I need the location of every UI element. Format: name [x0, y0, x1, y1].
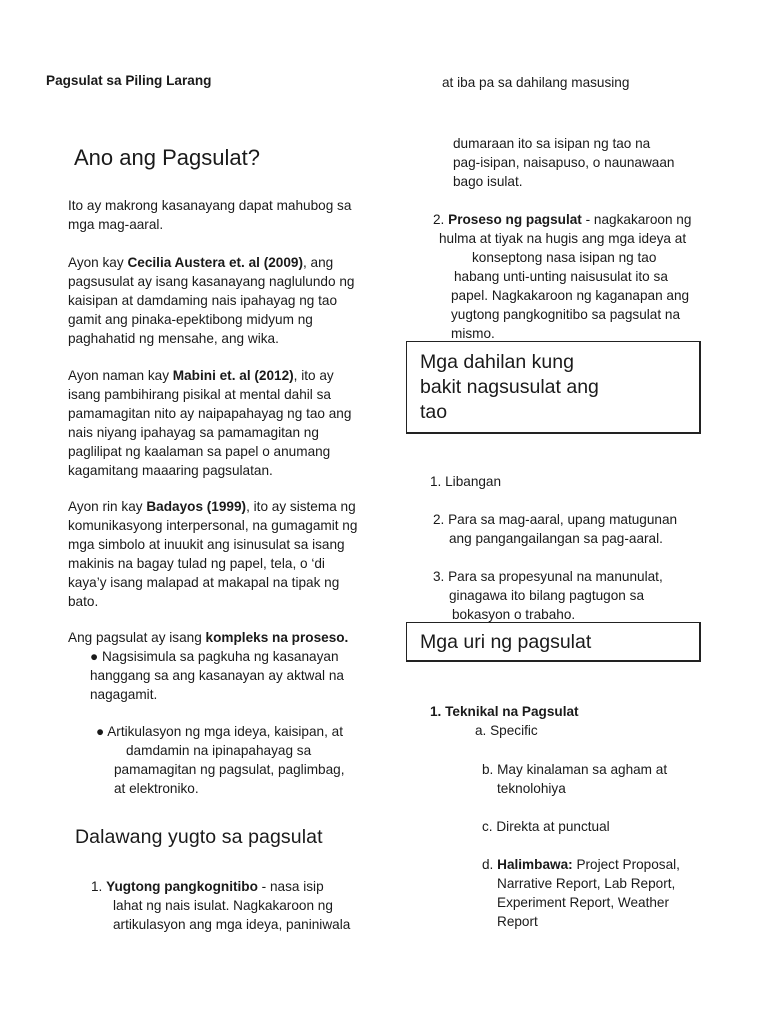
paragraph-line: paglilipat ng kaalaman sa papel o anumang — [68, 444, 331, 459]
halimbawa-label: Halimbawa: — [497, 857, 573, 872]
reason-line: ginagawa ito bilang pagtugon sa — [449, 588, 644, 603]
bullet-nagsisimula — [90, 647, 344, 704]
heading-ano-ang-pagsulat: Ano ang Pagsulat? — [74, 145, 260, 170]
item-line: Report — [497, 914, 538, 929]
list-item-line: yugtong pangkognitibo sa pagsulat na — [451, 307, 681, 322]
paragraph-line: komunikasyong interpersonal, na gumagamit ng — [68, 518, 358, 533]
intro-line: mga mag-aaral. — [68, 217, 164, 232]
bullet-line: ● Artikulasyon ng mga ideya, kaisipan, at — [96, 724, 343, 739]
item-halimbawa — [482, 855, 680, 931]
item-first-line: d. Halimbawa: Project Proposal, — [482, 857, 680, 872]
continuation-paragraph — [453, 134, 674, 191]
paragraph-line: pagsusulat ay isang kasanayang naglulundo ng — [68, 274, 355, 289]
section-box-mga-dahilan — [406, 341, 701, 434]
citation-austera: Cecilia Austera et. al (2009) — [127, 255, 303, 270]
bullet-line: nagagamit. — [90, 687, 158, 702]
paragraph-kompleks: Ang pagsulat ay isang kompleks na proseso. — [68, 630, 349, 645]
paragraph-first-line: Ayon rin kay Badayos (1999), ito ay sistema ng — [68, 499, 356, 514]
box-title-line: bakit nagsusulat ang — [420, 376, 599, 398]
teknikal-na-pagsulat-title: 1. Teknikal na Pagsulat — [430, 704, 579, 719]
item-line: teknolohiya — [497, 781, 566, 796]
item-line: b. May kinalaman sa agham at — [482, 762, 668, 777]
box-title: Mga uri ng pagsulat — [420, 631, 592, 653]
continuation-line: at iba pa sa dahilang masusing — [442, 75, 630, 90]
list-item-first-line: 1. Yugtong pangkognitibo - nasa isip — [91, 879, 324, 894]
reason-line: 3. Para sa propesyunal na manunulat, — [433, 569, 663, 584]
item-line: Narrative Report, Lab Report, — [497, 876, 676, 891]
paragraph-line: mga simbolo at inuukit ang isinusulat sa isang — [68, 537, 345, 552]
list-item-line: habang unti-unting naisusulat ito sa — [454, 269, 668, 284]
item-line: Experiment Report, Weather — [497, 895, 670, 910]
list-item-first-line: 2. Proseso ng pagsulat - nagkakaroon ng — [433, 212, 692, 227]
list-item-line: artikulasyon ang mga ideya, paniniwala — [113, 917, 351, 932]
heading-dalawang-yugto: Dalawang yugto sa pagsulat — [75, 826, 323, 848]
continuation-line: bago isulat. — [453, 174, 523, 189]
citation-mabini: Mabini et. al (2012) — [172, 368, 294, 383]
document-header: Pagsulat sa Piling Larang — [46, 73, 212, 88]
paragraph-line: paghahatid ng mensahe, ang wika. — [68, 331, 279, 346]
reason-line: 2. Para sa mag-aaral, upang matugunan — [433, 512, 678, 527]
box-title-line: Mga dahilan kung — [420, 351, 574, 373]
paragraph-badayos — [68, 497, 357, 611]
paragraph-first-line: Ayon kay Cecilia Austera et. al (2009), ang — [68, 255, 334, 270]
bullet-artikulasyon — [96, 722, 345, 798]
proseso-term: Proseso ng pagsulat — [448, 212, 582, 227]
continuation-line: pag-isipan, naisapuso, o naunawaan — [453, 155, 675, 170]
paragraph-first-line: Ayon naman kay Mabini et. al (2012), ito ay — [68, 368, 334, 383]
paragraph-line: nais niyang ipahayag sa pamamagitan ng — [68, 425, 319, 440]
box-title-line: tao — [420, 401, 448, 423]
proseso-ng-pagsulat — [433, 210, 691, 343]
list-item-line: lahat ng nais isulat. Nagkakaroon ng — [113, 898, 333, 913]
bullet-line: ● Nagsisimula sa pagkuha ng kasanayan — [90, 649, 339, 664]
paragraph-line: kaya’y isang malapad at makapal na tipak ng — [68, 575, 340, 590]
bullet-line: hanggang sa ang kasanayan ay aktwal na — [90, 668, 344, 683]
reason-mag-aaral — [433, 510, 677, 548]
bullet-line: pamamagitan ng pagsulat, paglimbag, — [114, 762, 345, 777]
yugtong-pangkognitibo-term: Yugtong pangkognitibo — [106, 879, 258, 894]
list-item-line: konseptong nasa isipan ng tao — [472, 250, 657, 265]
box-title — [420, 350, 599, 425]
bullet-line: at elektroniko. — [114, 781, 199, 796]
yugto-pangkognitibo — [91, 877, 350, 934]
paragraph-line: bato. — [68, 594, 99, 609]
reason-libangan: 1. Libangan — [430, 474, 502, 489]
intro-line: Ito ay makrong kasanayang dapat mahubog sa — [68, 198, 352, 213]
kompleks-na-proseso: kompleks na proseso. — [205, 630, 349, 645]
section-box-mga-uri — [406, 622, 701, 662]
item-specific: a. Specific — [475, 723, 538, 738]
paragraph-line: isang pambihirang pisikal at mental dahil sa — [68, 387, 331, 402]
paragraph-line: pamamagitan nito ay naipapahayag ng tao ang — [68, 406, 352, 421]
list-item-line: mismo. — [451, 326, 495, 341]
reason-line: bokasyon o trabaho. — [452, 607, 576, 622]
bullet-line: damdamin na ipinapahayag sa — [126, 743, 312, 758]
item-direkta: c. Direkta at punctual — [482, 819, 610, 834]
paragraph-line: gamit ang pinaka-epektibong midyum ng — [68, 312, 313, 327]
paragraph-line: kagamitang maaaring pagsulatan. — [68, 463, 273, 478]
item-agham — [482, 760, 667, 798]
reason-propesyunal — [433, 567, 663, 624]
citation-badayos: Badayos (1999) — [146, 499, 247, 514]
continuation-line: dumaraan ito sa isipan ng tao na — [453, 136, 651, 151]
paragraph-austera — [68, 253, 354, 348]
list-item-line: hulma at tiyak na hugis ang mga ideya at — [439, 231, 687, 246]
paragraph-mabini — [68, 366, 351, 480]
intro-paragraph — [68, 196, 351, 234]
reason-line: ang pangangailangan sa pag-aaral. — [449, 531, 663, 546]
paragraph-line: makinis na bagay tulad ng papel, tela, o ‘di — [68, 556, 325, 571]
paragraph-line: kaisipan at damdaming nais ipahayag ng tao — [68, 293, 338, 308]
list-item-line: papel. Nagkakaroon ng kaganapan ang — [451, 288, 690, 303]
